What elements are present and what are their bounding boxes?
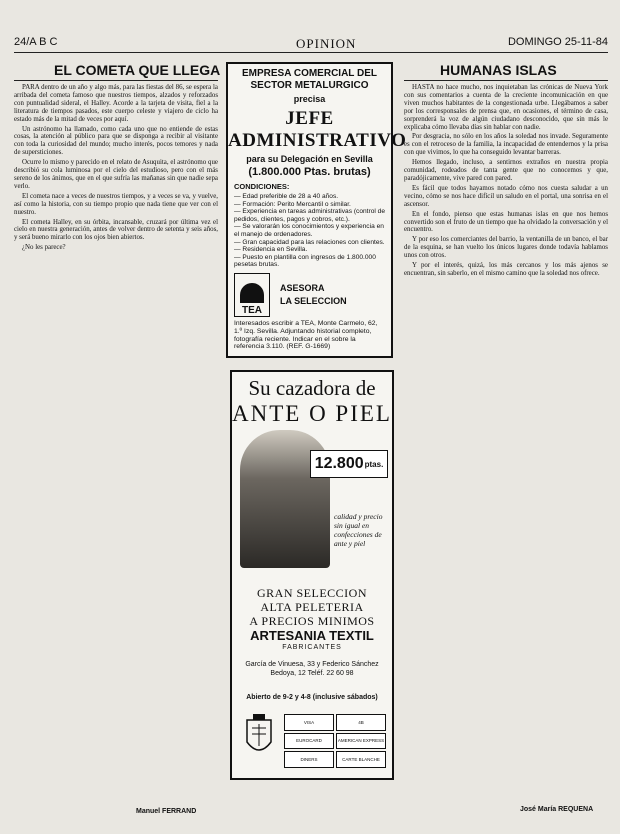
paragraph: HASTA no hace mucho, nos inquietaban las crónicas de Nueva York con sus comentarios a cuenta de la creciente incomunicación en que viven muchos habitantes de la congestionada urbe. Llegábamos a saber por los corresponsales de prensa que, en ocasiones, el término de casa, sorprenderá la voz de algún ciudadano desconocido, que sin más le explicaba cómo llevaba días sin hablar con nadie. bbox=[404, 84, 608, 131]
issue-date: DOMINGO 25-11-84 bbox=[507, 36, 608, 48]
tea-line-2: LA SELECCION bbox=[280, 295, 347, 306]
ad-company: EMPRESA COMERCIAL DEL SECTOR METALURGICO bbox=[241, 68, 377, 91]
page-header bbox=[14, 36, 608, 53]
card-logo: VISA bbox=[284, 714, 334, 731]
right-signature: José María REQUENA bbox=[520, 806, 594, 813]
card-logo: EUROCARD bbox=[284, 733, 334, 750]
jacket-advertisement bbox=[230, 370, 394, 780]
card-logo: DINERS bbox=[284, 751, 334, 768]
paragraph: ¿No les parece? bbox=[22, 244, 66, 252]
ad2-headline-1: Su cazadora de bbox=[248, 376, 376, 400]
paragraph: Por desgracia, no sólo en los años la soledad nos invade. Seguramente es con el retroceso de la familia, la incapacidad de entendernos y la prisa con que vivimos, lo que ha conseguido levantar barreras. bbox=[404, 133, 608, 157]
paragraph: El cometa Halley, en su órbita, incansable, cruzará por última vez el cielo en nuestra generación, antes de volver dentro de setenta y seis años, y será bueno mirarlo con los ojos bien abiertos. bbox=[14, 218, 218, 242]
divider bbox=[404, 80, 608, 81]
price-tag bbox=[310, 450, 388, 478]
left-article-title: EL COMETA QUE LLEGA bbox=[54, 62, 221, 78]
card-logo: AMERICAN EXPRESS bbox=[336, 733, 386, 750]
ad2-sel-line-3: A PRECIOS MINIMOS bbox=[249, 614, 375, 628]
ad2-sel-line-2: ALTA PELETERIA bbox=[260, 600, 364, 614]
list-item: — Gran capacidad para las relaciones con clientes. bbox=[234, 238, 385, 246]
ad-position: JEFE ADMINISTRATIVO bbox=[228, 108, 407, 151]
sun-icon bbox=[240, 283, 264, 303]
list-item: — Se valorarán los conocimientos y experiencia en el manejo de ordenadores. bbox=[234, 223, 384, 238]
card-logo: CARTE BLANCHE bbox=[336, 751, 386, 768]
ad2-sel-line-1: GRAN SELECCION bbox=[256, 586, 367, 600]
ad2-brand-sub: FABRICANTES bbox=[282, 644, 342, 651]
ad-footer: Interesados escribir a TEA, Monte Carmelo, 62, 1.º Izq. Sevilla. Adjuntando historial completo, fotografía reciente. Indicar en el sobre la referencia 3.110. (REF. G-1669) bbox=[234, 319, 378, 351]
paragraph: PARA dentro de un año y algo más, para las fiestas del 86, se espera la arribada del cometa famoso que nuestros tiempos, alzados y reforzados con puntualidad sideral, el Halley. Acorde a la tarjeta de visita, fiel a la literatura de tiempos pasados, este cuerpo celeste y viajero de ciclo ha estado más de la mitad de veces por aquí. bbox=[14, 84, 218, 123]
card-logos bbox=[284, 714, 386, 768]
card-logo: 4B bbox=[336, 714, 386, 731]
right-article-title: HUMANAS ISLAS bbox=[440, 62, 557, 78]
ad-location: para su Delegación en Sevilla bbox=[246, 154, 373, 164]
left-article-body bbox=[14, 84, 218, 802]
paragraph: Un astrónomo ha llamado, como cada uno que no entiende de estas cosas, la atención al público para que se disponga a recibir al visitante con toda la curiosidad del mundo; mucho interés, pocos temores y nada de supersticiones. bbox=[14, 125, 218, 157]
paragraph: En el fondo, pienso que estas humanas islas en que nos hemos convertido son el fruto de un tiempo que ha olvidado la conversación y el encuentro. bbox=[404, 210, 608, 234]
tea-logo-label: TEA bbox=[242, 304, 262, 316]
ad2-headline-2: ANTE O PIEL bbox=[232, 401, 392, 426]
ad-conditions-label: CONDICIONES: bbox=[234, 182, 290, 191]
paragraph: El cometa nace a veces de nuestros tiempos, y a veces se va, y vuelve, así como la historia, con su tiempo propio que nada tiene que ver con el nuestro. bbox=[14, 192, 218, 216]
price-unit: ptas. bbox=[364, 459, 384, 469]
page-number: 24/A B C bbox=[14, 36, 58, 48]
paragraph: Ocurre lo mismo y parecido en el relato de Asuquita, el astrónomo que describió su cola luminosa por el cielo del estudioso, pero con el más sereno de los ánimos, que en el que sufría las mañanas sin que nadie sepa verlo. bbox=[14, 159, 218, 190]
tea-line-1: ASESORA bbox=[280, 282, 325, 293]
ad2-selection bbox=[232, 586, 392, 628]
list-item: — Formación: Perito Mercantil o similar. bbox=[234, 200, 351, 208]
ad-conditions-list bbox=[234, 193, 385, 269]
paragraph: Hemos llegado, incluso, a sentirnos extraños en nuestra propia comunidad, rodeados de tanta gente que no conocemos y que, paradójicamente, vive pared con pared. bbox=[404, 159, 608, 182]
list-item: — Edad preferible de 28 a 40 años. bbox=[234, 193, 339, 200]
crest-icon bbox=[244, 712, 274, 762]
ad-verb: precisa bbox=[293, 94, 326, 104]
ad-salary: (1.800.000 Ptas. brutas) bbox=[248, 166, 371, 178]
ad2-hours: Abierto de 9-2 y 4-8 (inclusive sábados) bbox=[246, 694, 378, 701]
paragraph: Es fácil que todos hayamos notado cómo nos cuesta saludar a un vecino, cómo se nos hace difícil un saludo en el portal, una sonrisa en el ascensor. bbox=[404, 184, 608, 208]
ad2-address: García de Vinuesa, 33 y Federico Sánchez Bedoya, 12 Teléf. 22 60 98 bbox=[245, 661, 379, 677]
price-value: 12.800 bbox=[314, 455, 364, 472]
list-item: — Experiencia en tareas administrativas (control de pedidos, clientes, pagos y cobros, etc.). bbox=[234, 208, 385, 223]
job-advertisement bbox=[226, 62, 407, 358]
ad2-side-text: calidad y precio sin igual en confecciones de ante y piel bbox=[334, 512, 383, 548]
paragraph: Y por eso los comerciantes del barrio, la ventanilla de un banco, el bar de la esquina, se han vuelto los únicos lugares donde todavía hablamos unos con otros. bbox=[404, 236, 608, 260]
tea-logo bbox=[234, 273, 270, 317]
divider bbox=[14, 80, 218, 81]
right-article-body bbox=[404, 84, 608, 812]
list-item: — Puesto en plantilla con ingresos de 1.800.000 pesetas brutas. bbox=[234, 253, 376, 269]
left-signature: Manuel FERRAND bbox=[136, 808, 197, 815]
tea-block bbox=[234, 273, 385, 317]
ad2-brand: ARTESANIA TEXTIL bbox=[250, 628, 374, 643]
paragraph: Y por el interés, quizá, los más cercanos y los más ajenos se encuentran, sin saberlo, en el mismo camino que la soledad nos ofrece. bbox=[404, 262, 608, 277]
tea-text bbox=[280, 282, 347, 308]
section-title: OPINION bbox=[296, 36, 357, 51]
list-item: — Residencia en Sevilla. bbox=[234, 246, 308, 254]
